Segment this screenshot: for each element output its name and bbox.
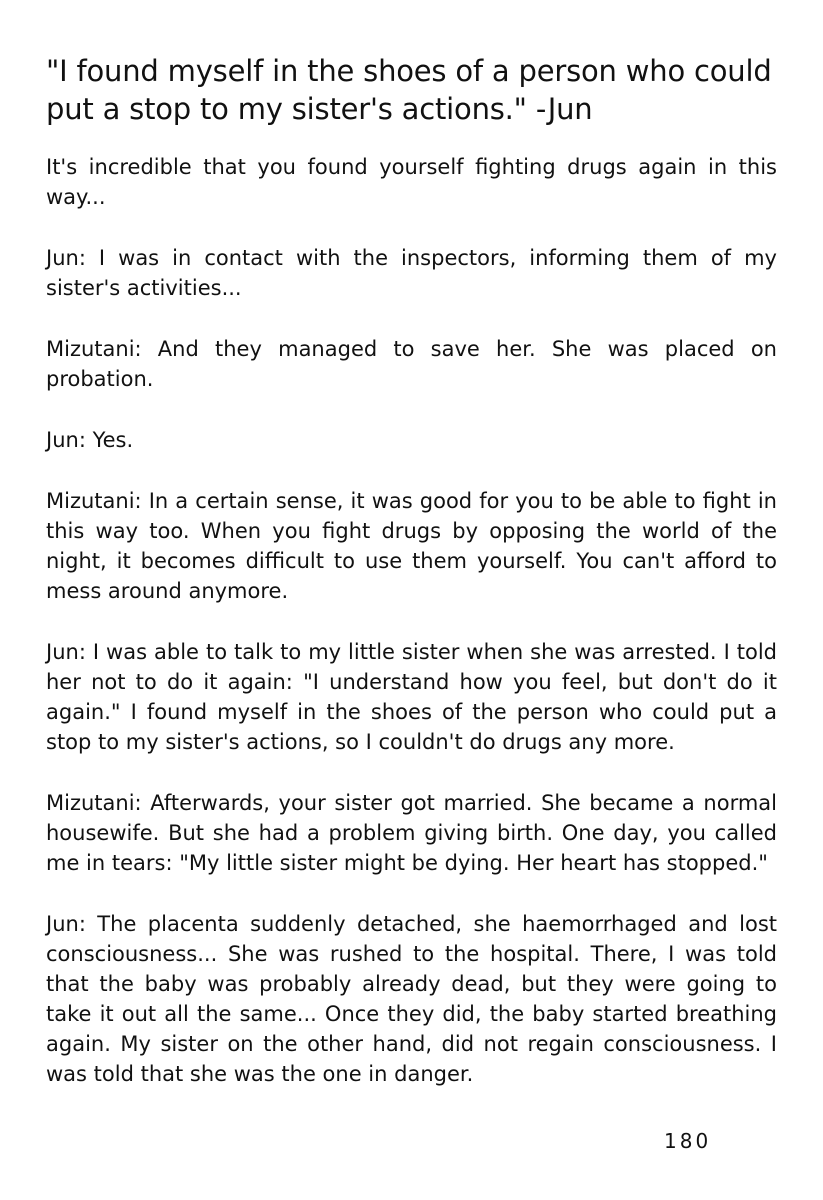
paragraph: Mizutani: Afterwards, your sister got married. She became a normal housewife. But she had a problem giving birth. One day, you called me in tears: "My little sister might be dying. Her heart has stopped." [46, 791, 777, 875]
paragraph: It's incredible that you found yourself fighting drugs again in this way... [46, 155, 777, 209]
page-title: "I found myself in the shoes of a person who could put a stop to my sister's actions." -Jun [46, 54, 772, 126]
page-number: 180 [664, 1129, 712, 1153]
paragraph: Jun: Yes. [46, 428, 134, 452]
paragraph: Jun: The placenta suddenly detached, she haemorrhaged and lost consciousness... She was rushed to the hospital. There, I was told that the baby was probably already dead, but they were going to take it out all the same... Once they did, the baby started breathing again. My sister on the other hand, did not regain consciousness. I was told that she was the one in danger. [46, 912, 777, 1086]
paragraph: Jun: I was able to talk to my little sister when she was arrested. I told her not to do it again: "I understand how you feel, but don't do it again." I found myself in the shoes of the person who could put a stop to my sister's actions, so I couldn't do drugs any more. [46, 640, 777, 754]
paragraph: Mizutani: And they managed to save her. She was placed on probation. [46, 337, 777, 391]
paragraph: Mizutani: In a certain sense, it was good for you to be able to fight in this way too. When you fight drugs by opposing the world of the night, it becomes difficult to use them yourself. You can't afford to mess around anymore. [46, 489, 777, 603]
paragraph: Jun: I was in contact with the inspectors, informing them of my sister's activities... [46, 246, 777, 300]
